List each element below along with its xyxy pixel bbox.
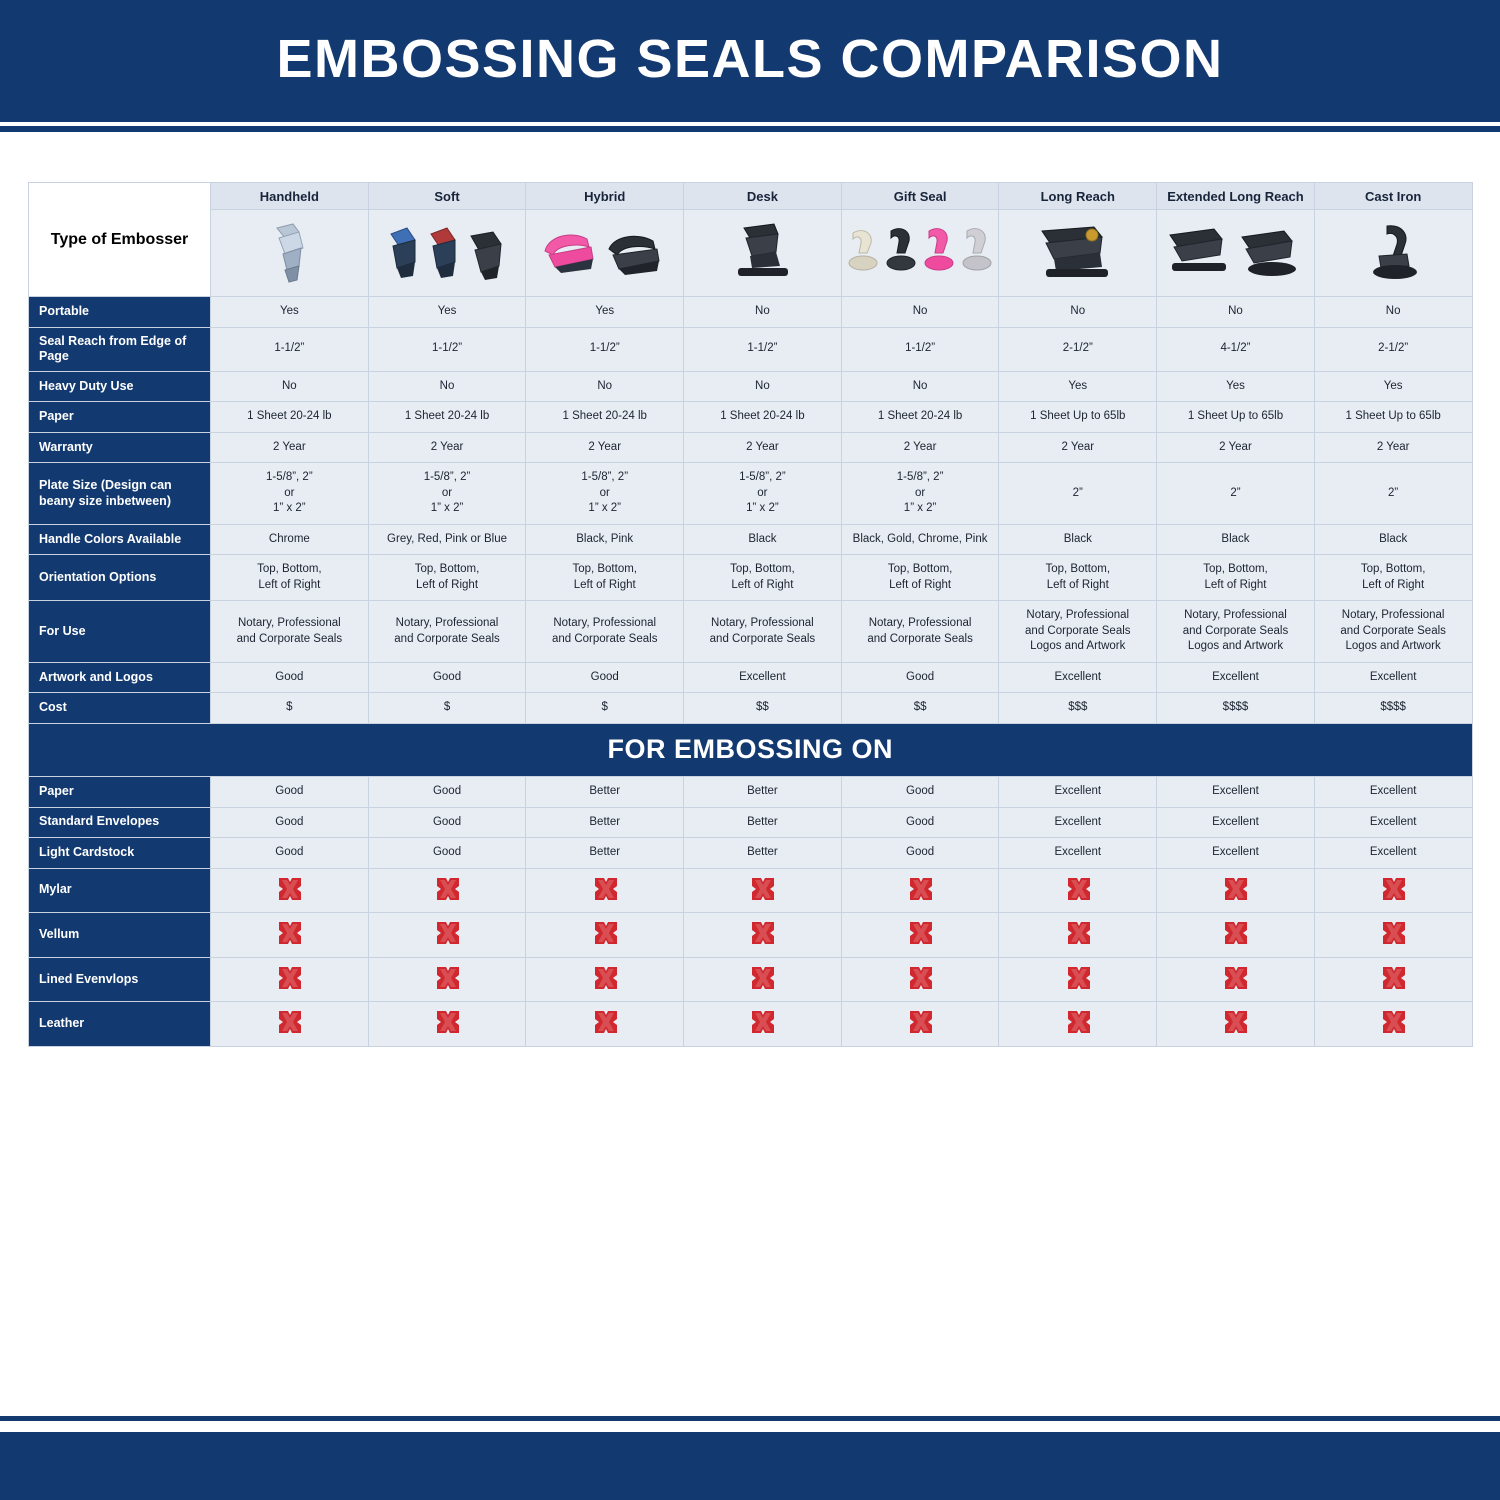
cell-mylar-long-reach [999, 868, 1157, 913]
page-title: EMBOSSING SEALS COMPARISON [276, 29, 1224, 89]
type-of-embosser-label: Type of Embosser [29, 183, 211, 297]
column-header-hybrid: Hybrid [526, 183, 684, 210]
cell-artwork-gift-seal: Good [841, 662, 999, 693]
cell-leather-extended-long-reach [1157, 1002, 1315, 1047]
cell-vellum-hybrid [526, 913, 684, 958]
cell-cardstock-cast-iron: Excellent [1314, 838, 1472, 869]
cell-paper-cast-iron: 1 Sheet Up to 65lb [1314, 402, 1472, 433]
not-recommended-x-icon [593, 1009, 617, 1033]
cell-heavy-duty-hybrid: No [526, 371, 684, 402]
cell-warranty-soft: 2 Year [368, 432, 526, 463]
cell-for-use-soft: Notary, Professional and Corporate Seals [368, 601, 526, 663]
cell-handle-colors-handheld: Chrome [211, 524, 369, 555]
footer-band [0, 1432, 1500, 1500]
row-label-plate-size: Plate Size (Design can beany size inbetween) [29, 463, 211, 525]
table-row-orientation [29, 555, 1473, 601]
not-recommended-x-icon [593, 920, 617, 944]
cell-plate-size-desk: 1-5/8”, 2” or 1” x 2” [684, 463, 842, 525]
cell-cardstock-gift-seal: Good [841, 838, 999, 869]
cell-mylar-soft [368, 868, 526, 913]
table-row-vellum [29, 913, 1473, 958]
cell-lined-extended-long-reach [1157, 957, 1315, 1002]
header-rule [0, 126, 1500, 132]
cell-envelopes-hybrid: Better [526, 807, 684, 838]
cell-vellum-handheld [211, 913, 369, 958]
cell-lined-gift-seal [841, 957, 999, 1002]
column-header-cast-iron: Cast Iron [1314, 183, 1472, 210]
cell-orientation-gift-seal: Top, Bottom, Left of Right [841, 555, 999, 601]
embosser-image-hybrid [526, 210, 684, 297]
cell-handle-colors-long-reach: Black [999, 524, 1157, 555]
not-recommended-x-icon [908, 876, 932, 900]
cell-cardstock-long-reach: Excellent [999, 838, 1157, 869]
cell-plate-size-cast-iron: 2” [1314, 463, 1472, 525]
cell-vellum-extended-long-reach [1157, 913, 1315, 958]
table-row-cost [29, 693, 1473, 724]
cell-lined-desk [684, 957, 842, 1002]
cell-cost-long-reach: $$$ [999, 693, 1157, 724]
embosser-image-extended-long-reach [1157, 210, 1315, 297]
cell-cost-hybrid: $ [526, 693, 684, 724]
comparison-table [28, 182, 1473, 1047]
cell-handle-colors-hybrid: Black, Pink [526, 524, 684, 555]
not-recommended-x-icon [277, 876, 301, 900]
hybrid-embosser-icon [539, 225, 671, 281]
cell-mylar-hybrid [526, 868, 684, 913]
cell-emboss-paper-gift-seal: Good [841, 776, 999, 807]
not-recommended-x-icon [1223, 965, 1247, 989]
row-label-emboss-paper: Paper [29, 776, 211, 807]
cell-vellum-desk [684, 913, 842, 958]
not-recommended-x-icon [908, 1009, 932, 1033]
cell-leather-desk [684, 1002, 842, 1047]
column-header-desk: Desk [684, 183, 842, 210]
row-label-lined-envelopes: Lined Evenvlops [29, 957, 211, 1002]
cell-cardstock-soft: Good [368, 838, 526, 869]
cell-leather-handheld [211, 1002, 369, 1047]
cell-paper-handheld: 1 Sheet 20-24 lb [211, 402, 369, 433]
table-row-portable [29, 297, 1473, 328]
cast-iron-embosser-icon [1357, 222, 1429, 284]
not-recommended-x-icon [908, 965, 932, 989]
cell-artwork-desk: Excellent [684, 662, 842, 693]
cell-mylar-desk [684, 868, 842, 913]
row-label-paper: Paper [29, 402, 211, 433]
row-label-heavy-duty: Heavy Duty Use [29, 371, 211, 402]
cell-paper-soft: 1 Sheet 20-24 lb [368, 402, 526, 433]
cell-vellum-cast-iron [1314, 913, 1472, 958]
cell-seal-reach-soft: 1-1/2” [368, 327, 526, 371]
cell-envelopes-desk: Better [684, 807, 842, 838]
table-row-seal-reach [29, 327, 1473, 371]
cell-warranty-hybrid: 2 Year [526, 432, 684, 463]
cell-lined-cast-iron [1314, 957, 1472, 1002]
not-recommended-x-icon [277, 920, 301, 944]
cell-portable-gift-seal: No [841, 297, 999, 328]
soft-embosser-icon [381, 222, 513, 284]
not-recommended-x-icon [1381, 965, 1405, 989]
cell-for-use-long-reach: Notary, Professional and Corporate Seals Logos and Artwork [999, 601, 1157, 663]
cell-heavy-duty-gift-seal: No [841, 371, 999, 402]
footer-rule [0, 1416, 1500, 1421]
cell-envelopes-gift-seal: Good [841, 807, 999, 838]
row-label-light-cardstock: Light Cardstock [29, 838, 211, 869]
not-recommended-x-icon [435, 1009, 459, 1033]
not-recommended-x-icon [593, 876, 617, 900]
not-recommended-x-icon [750, 876, 774, 900]
cell-leather-gift-seal [841, 1002, 999, 1047]
cell-emboss-paper-handheld: Good [211, 776, 369, 807]
cell-vellum-soft [368, 913, 526, 958]
cell-emboss-paper-desk: Better [684, 776, 842, 807]
cell-artwork-hybrid: Good [526, 662, 684, 693]
row-label-seal-reach: Seal Reach from Edge of Page [29, 327, 211, 371]
cell-lined-soft [368, 957, 526, 1002]
cell-plate-size-soft: 1-5/8”, 2” or 1” x 2” [368, 463, 526, 525]
handheld-embosser-icon [259, 220, 319, 286]
cell-vellum-gift-seal [841, 913, 999, 958]
cell-lined-handheld [211, 957, 369, 1002]
cell-leather-hybrid [526, 1002, 684, 1047]
cell-cost-cast-iron: $$$$ [1314, 693, 1472, 724]
cell-envelopes-soft: Good [368, 807, 526, 838]
embosser-image-long-reach [999, 210, 1157, 297]
cell-portable-handheld: Yes [211, 297, 369, 328]
comparison-table-wrap [28, 182, 1472, 1047]
cell-paper-extended-long-reach: 1 Sheet Up to 65lb [1157, 402, 1315, 433]
section-title-for-embossing-on: FOR EMBOSSING ON [29, 723, 1473, 776]
cell-for-use-extended-long-reach: Notary, Professional and Corporate Seals Logos and Artwork [1157, 601, 1315, 663]
table-row-leather [29, 1002, 1473, 1047]
cell-cardstock-hybrid: Better [526, 838, 684, 869]
cell-orientation-hybrid: Top, Bottom, Left of Right [526, 555, 684, 601]
embosser-image-soft [368, 210, 526, 297]
not-recommended-x-icon [1066, 920, 1090, 944]
table-row-for-use [29, 601, 1473, 663]
cell-envelopes-handheld: Good [211, 807, 369, 838]
cell-artwork-long-reach: Excellent [999, 662, 1157, 693]
cell-orientation-handheld: Top, Bottom, Left of Right [211, 555, 369, 601]
cell-lined-hybrid [526, 957, 684, 1002]
column-header-gift-seal: Gift Seal [841, 183, 999, 210]
cell-handle-colors-desk: Black [684, 524, 842, 555]
cell-cardstock-extended-long-reach: Excellent [1157, 838, 1315, 869]
cell-for-use-gift-seal: Notary, Professional and Corporate Seals [841, 601, 999, 663]
cell-heavy-duty-handheld: No [211, 371, 369, 402]
row-label-mylar: Mylar [29, 868, 211, 913]
row-label-vellum: Vellum [29, 913, 211, 958]
not-recommended-x-icon [750, 920, 774, 944]
cell-heavy-duty-desk: No [684, 371, 842, 402]
cell-portable-hybrid: Yes [526, 297, 684, 328]
table-head [29, 183, 1473, 297]
cell-paper-desk: 1 Sheet 20-24 lb [684, 402, 842, 433]
row-label-orientation: Orientation Options [29, 555, 211, 601]
cell-leather-cast-iron [1314, 1002, 1472, 1047]
cell-artwork-soft: Good [368, 662, 526, 693]
column-header-long-reach: Long Reach [999, 183, 1157, 210]
cell-portable-cast-iron: No [1314, 297, 1472, 328]
cell-orientation-long-reach: Top, Bottom, Left of Right [999, 555, 1157, 601]
cell-warranty-extended-long-reach: 2 Year [1157, 432, 1315, 463]
embosser-image-cast-iron [1314, 210, 1472, 297]
cell-seal-reach-long-reach: 2-1/2” [999, 327, 1157, 371]
cell-leather-long-reach [999, 1002, 1157, 1047]
not-recommended-x-icon [593, 965, 617, 989]
embosser-image-handheld [211, 210, 369, 297]
embosser-image-row [29, 210, 1473, 297]
table-row-warranty [29, 432, 1473, 463]
not-recommended-x-icon [750, 965, 774, 989]
cell-plate-size-handheld: 1-5/8”, 2” or 1” x 2” [211, 463, 369, 525]
cell-cardstock-desk: Better [684, 838, 842, 869]
cell-envelopes-long-reach: Excellent [999, 807, 1157, 838]
column-header-extended-long-reach: Extended Long Reach [1157, 183, 1315, 210]
cell-warranty-cast-iron: 2 Year [1314, 432, 1472, 463]
not-recommended-x-icon [435, 965, 459, 989]
cell-envelopes-cast-iron: Excellent [1314, 807, 1472, 838]
not-recommended-x-icon [908, 920, 932, 944]
row-label-warranty: Warranty [29, 432, 211, 463]
cell-emboss-paper-hybrid: Better [526, 776, 684, 807]
not-recommended-x-icon [1066, 1009, 1090, 1033]
column-header-row [29, 183, 1473, 210]
table-body [29, 297, 1473, 1047]
cell-portable-extended-long-reach: No [1157, 297, 1315, 328]
cell-seal-reach-gift-seal: 1-1/2” [841, 327, 999, 371]
cell-cost-gift-seal: $$ [841, 693, 999, 724]
cell-warranty-long-reach: 2 Year [999, 432, 1157, 463]
cell-for-use-handheld: Notary, Professional and Corporate Seals [211, 601, 369, 663]
cell-paper-gift-seal: 1 Sheet 20-24 lb [841, 402, 999, 433]
row-label-cost: Cost [29, 693, 211, 724]
cell-plate-size-hybrid: 1-5/8”, 2” or 1” x 2” [526, 463, 684, 525]
cell-seal-reach-desk: 1-1/2” [684, 327, 842, 371]
cell-handle-colors-gift-seal: Black, Gold, Chrome, Pink [841, 524, 999, 555]
cell-cost-extended-long-reach: $$$$ [1157, 693, 1315, 724]
row-label-artwork-logos: Artwork and Logos [29, 662, 211, 693]
cell-plate-size-gift-seal: 1-5/8”, 2” or 1” x 2” [841, 463, 999, 525]
not-recommended-x-icon [277, 965, 301, 989]
not-recommended-x-icon [1381, 1009, 1405, 1033]
table-row-artwork-logos [29, 662, 1473, 693]
not-recommended-x-icon [435, 920, 459, 944]
cell-warranty-handheld: 2 Year [211, 432, 369, 463]
cell-for-use-cast-iron: Notary, Professional and Corporate Seals Logos and Artwork [1314, 601, 1472, 663]
not-recommended-x-icon [435, 876, 459, 900]
gift-seal-embosser-icon [845, 223, 995, 283]
cell-cost-desk: $$ [684, 693, 842, 724]
cell-mylar-cast-iron [1314, 868, 1472, 913]
not-recommended-x-icon [750, 1009, 774, 1033]
desk-embosser-icon [724, 222, 800, 284]
row-label-leather: Leather [29, 1002, 211, 1047]
cell-cost-soft: $ [368, 693, 526, 724]
not-recommended-x-icon [1381, 876, 1405, 900]
extended-long-reach-embosser-icon [1164, 223, 1306, 283]
cell-cardstock-handheld: Good [211, 838, 369, 869]
cell-emboss-paper-cast-iron: Excellent [1314, 776, 1472, 807]
cell-portable-desk: No [684, 297, 842, 328]
cell-for-use-desk: Notary, Professional and Corporate Seals [684, 601, 842, 663]
table-row-handle-colors [29, 524, 1473, 555]
cell-orientation-cast-iron: Top, Bottom, Left of Right [1314, 555, 1472, 601]
cell-warranty-gift-seal: 2 Year [841, 432, 999, 463]
not-recommended-x-icon [1223, 1009, 1247, 1033]
cell-warranty-desk: 2 Year [684, 432, 842, 463]
cell-vellum-long-reach [999, 913, 1157, 958]
cell-orientation-soft: Top, Bottom, Left of Right [368, 555, 526, 601]
cell-leather-soft [368, 1002, 526, 1047]
not-recommended-x-icon [1223, 920, 1247, 944]
cell-heavy-duty-cast-iron: Yes [1314, 371, 1472, 402]
cell-mylar-gift-seal [841, 868, 999, 913]
column-header-soft: Soft [368, 183, 526, 210]
cell-heavy-duty-soft: No [368, 371, 526, 402]
long-reach-embosser-icon [1032, 223, 1124, 283]
table-row-mylar [29, 868, 1473, 913]
table-row-paper [29, 402, 1473, 433]
cell-envelopes-extended-long-reach: Excellent [1157, 807, 1315, 838]
embosser-image-gift-seal [841, 210, 999, 297]
table-row-plate-size [29, 463, 1473, 525]
cell-lined-long-reach [999, 957, 1157, 1002]
cell-emboss-paper-soft: Good [368, 776, 526, 807]
cell-artwork-handheld: Good [211, 662, 369, 693]
cell-heavy-duty-extended-long-reach: Yes [1157, 371, 1315, 402]
cell-mylar-handheld [211, 868, 369, 913]
not-recommended-x-icon [1381, 920, 1405, 944]
cell-plate-size-long-reach: 2” [999, 463, 1157, 525]
cell-seal-reach-hybrid: 1-1/2” [526, 327, 684, 371]
row-label-for-use: For Use [29, 601, 211, 663]
row-label-handle-colors: Handle Colors Available [29, 524, 211, 555]
cell-handle-colors-soft: Grey, Red, Pink or Blue [368, 524, 526, 555]
cell-paper-long-reach: 1 Sheet Up to 65lb [999, 402, 1157, 433]
cell-cost-handheld: $ [211, 693, 369, 724]
cell-emboss-paper-extended-long-reach: Excellent [1157, 776, 1315, 807]
cell-handle-colors-extended-long-reach: Black [1157, 524, 1315, 555]
cell-orientation-desk: Top, Bottom, Left of Right [684, 555, 842, 601]
table-row-heavy-duty [29, 371, 1473, 402]
cell-paper-hybrid: 1 Sheet 20-24 lb [526, 402, 684, 433]
table-row-lined-envelopes [29, 957, 1473, 1002]
not-recommended-x-icon [1066, 876, 1090, 900]
cell-portable-long-reach: No [999, 297, 1157, 328]
not-recommended-x-icon [1066, 965, 1090, 989]
cell-seal-reach-cast-iron: 2-1/2” [1314, 327, 1472, 371]
cell-heavy-duty-long-reach: Yes [999, 371, 1157, 402]
not-recommended-x-icon [1223, 876, 1247, 900]
cell-mylar-extended-long-reach [1157, 868, 1315, 913]
cell-handle-colors-cast-iron: Black [1314, 524, 1472, 555]
table-row-light-cardstock [29, 838, 1473, 869]
row-label-portable: Portable [29, 297, 211, 328]
cell-plate-size-extended-long-reach: 2” [1157, 463, 1315, 525]
cell-for-use-hybrid: Notary, Professional and Corporate Seals [526, 601, 684, 663]
embosser-image-desk [684, 210, 842, 297]
cell-emboss-paper-long-reach: Excellent [999, 776, 1157, 807]
cell-seal-reach-extended-long-reach: 4-1/2” [1157, 327, 1315, 371]
cell-seal-reach-handheld: 1-1/2” [211, 327, 369, 371]
row-label-standard-envelopes: Standard Envelopes [29, 807, 211, 838]
section-header-row [29, 723, 1473, 776]
table-row-standard-envelopes [29, 807, 1473, 838]
cell-orientation-extended-long-reach: Top, Bottom, Left of Right [1157, 555, 1315, 601]
column-header-handheld: Handheld [211, 183, 369, 210]
table-row-emboss-paper [29, 776, 1473, 807]
cell-artwork-cast-iron: Excellent [1314, 662, 1472, 693]
cell-artwork-extended-long-reach: Excellent [1157, 662, 1315, 693]
not-recommended-x-icon [277, 1009, 301, 1033]
cell-portable-soft: Yes [368, 297, 526, 328]
